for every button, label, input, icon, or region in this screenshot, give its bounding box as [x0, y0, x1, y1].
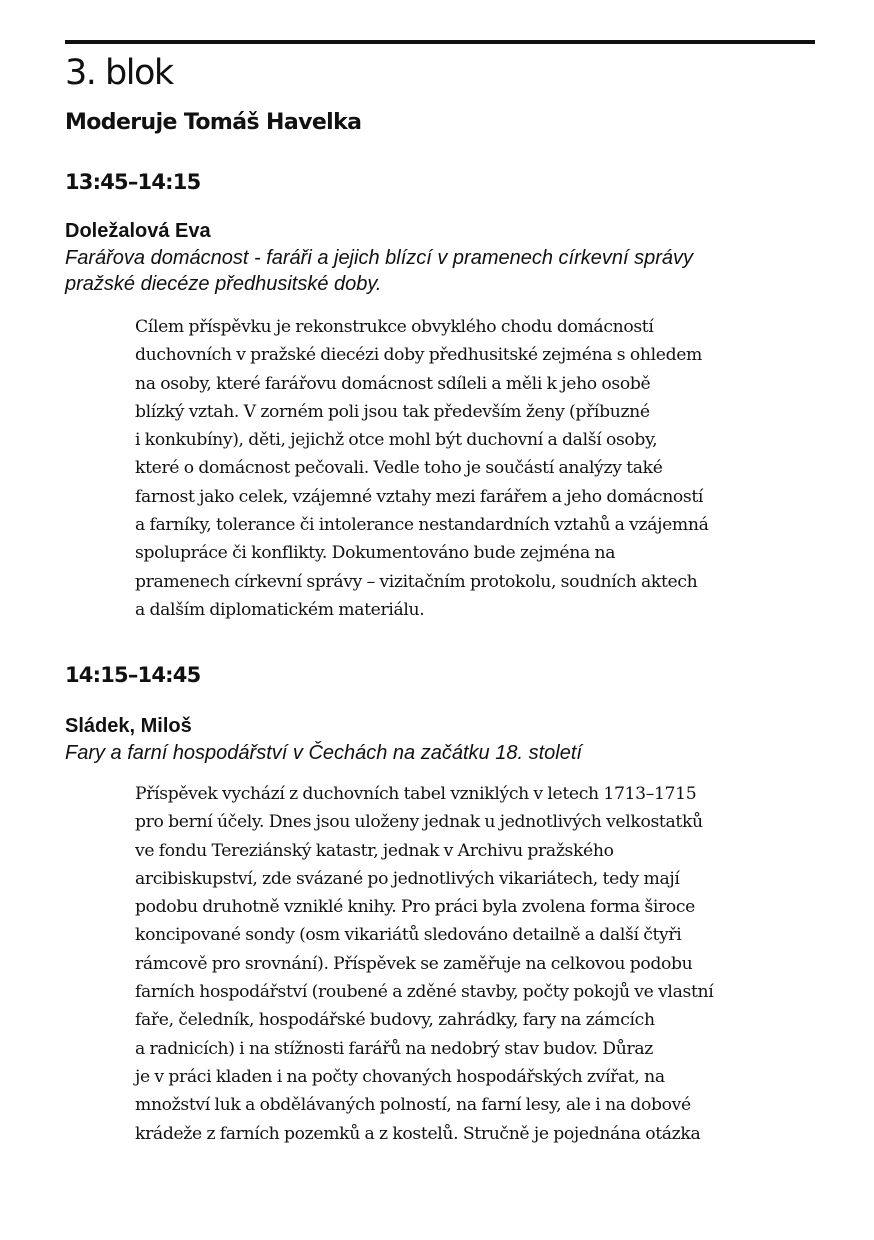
abstract-line: rámcově pro srovnání). Příspěvek se zaměřuje na celkovou podobu [135, 953, 693, 974]
talk-author: Sládek, Miloš [65, 715, 192, 737]
abstract-line: i konkubíny), děti, jejichž otce mohl být duchovní a další osoby, [135, 430, 658, 451]
abstract-line: duchovních v pražské diecézi doby předhusitské zejména s ohledem [135, 345, 702, 366]
talk-abstract [135, 313, 815, 624]
abstract-line: faře, čeledník, hospodářské budovy, zahrádky, fary na zámcích [135, 1010, 655, 1031]
abstract-line: Cílem příspěvku je rekonstrukce obvyklého chodu domácností [135, 317, 654, 337]
abstract-line: arcibiskupství, zde svázané po jednotlivých vikariátech, tedy mají [135, 868, 680, 889]
talk-title [65, 245, 825, 297]
abstract-line: ve fondu Tereziánský katastr, jednak v Archivu pražského [135, 840, 614, 861]
talk-author: Doležalová Eva [65, 220, 211, 242]
abstract-line: koncipované sondy (osm vikariátů sledováno detailně a další čtyři [135, 925, 682, 946]
talk-time: 14:15–14:45 [65, 663, 201, 687]
abstract-line: a radnicích) i na stížnosti farářů na nedobrý stav budov. Důraz [135, 1038, 653, 1059]
abstract-line: pramenech církevní správy – vizitačním protokolu, soudních aktech [135, 571, 698, 592]
top-rule-divider [65, 40, 815, 44]
abstract-line: množství luk a obdělávaných polností, na farní lesy, ale i na dobové [135, 1095, 691, 1116]
talk-time: 13:45–14:15 [65, 170, 201, 194]
talk-title-line: pražské diecéze předhusitské doby. [65, 273, 382, 295]
abstract-line: farnost jako celek, vzájemné vztahy mezi farářem a jeho domácností [135, 486, 704, 507]
talk-abstract [135, 780, 815, 1148]
abstract-line: Příspěvek vychází z duchovních tabel vzniklých v letech 1713–1715 [135, 784, 697, 804]
abstract-line: farních hospodářství (roubené a zděné stavby, počty pokojů ve vlastní [135, 982, 714, 1003]
abstract-line: blízký vztah. V zorném poli jsou tak především ženy (příbuzné [135, 401, 650, 422]
talk-title [65, 740, 825, 766]
abstract-line: spolupráce či konflikty. Dokumentováno bude zejména na [135, 543, 616, 564]
abstract-line: je v práci kladen i na počty chovaných hospodářských zvířat, na [135, 1066, 665, 1087]
talk-title-line: Farářova domácnost - faráři a jejich blízcí v pramenech církevní správy [65, 247, 694, 269]
moderator-line: Moderuje Tomáš Havelka [65, 110, 362, 135]
abstract-line: a farníky, tolerance či intolerance nestandardních vztahů a vzájemná [135, 515, 709, 536]
abstract-line: pro berní účely. Dnes jsou uloženy jednak u jednotlivých velkostatků [135, 812, 703, 833]
block-title: 3. blok [65, 53, 173, 93]
abstract-line: na osoby, které farářovu domácnost sdíleli a měli k jeho osobě [135, 373, 651, 394]
abstract-line: krádeže z farních pozemků a z kostelů. Stručně je pojednána otázka [135, 1123, 701, 1144]
abstract-line: podobu druhotně vzniklé knihy. Pro práci byla zvolena forma široce [135, 897, 695, 918]
abstract-line: a dalším diplomatickém materiálu. [135, 599, 425, 620]
abstract-line: které o domácnost pečovali. Vedle toho je součástí analýzy také [135, 458, 663, 479]
talk-title-line: Fary a farní hospodářství v Čechách na začátku 18. století [65, 742, 582, 764]
